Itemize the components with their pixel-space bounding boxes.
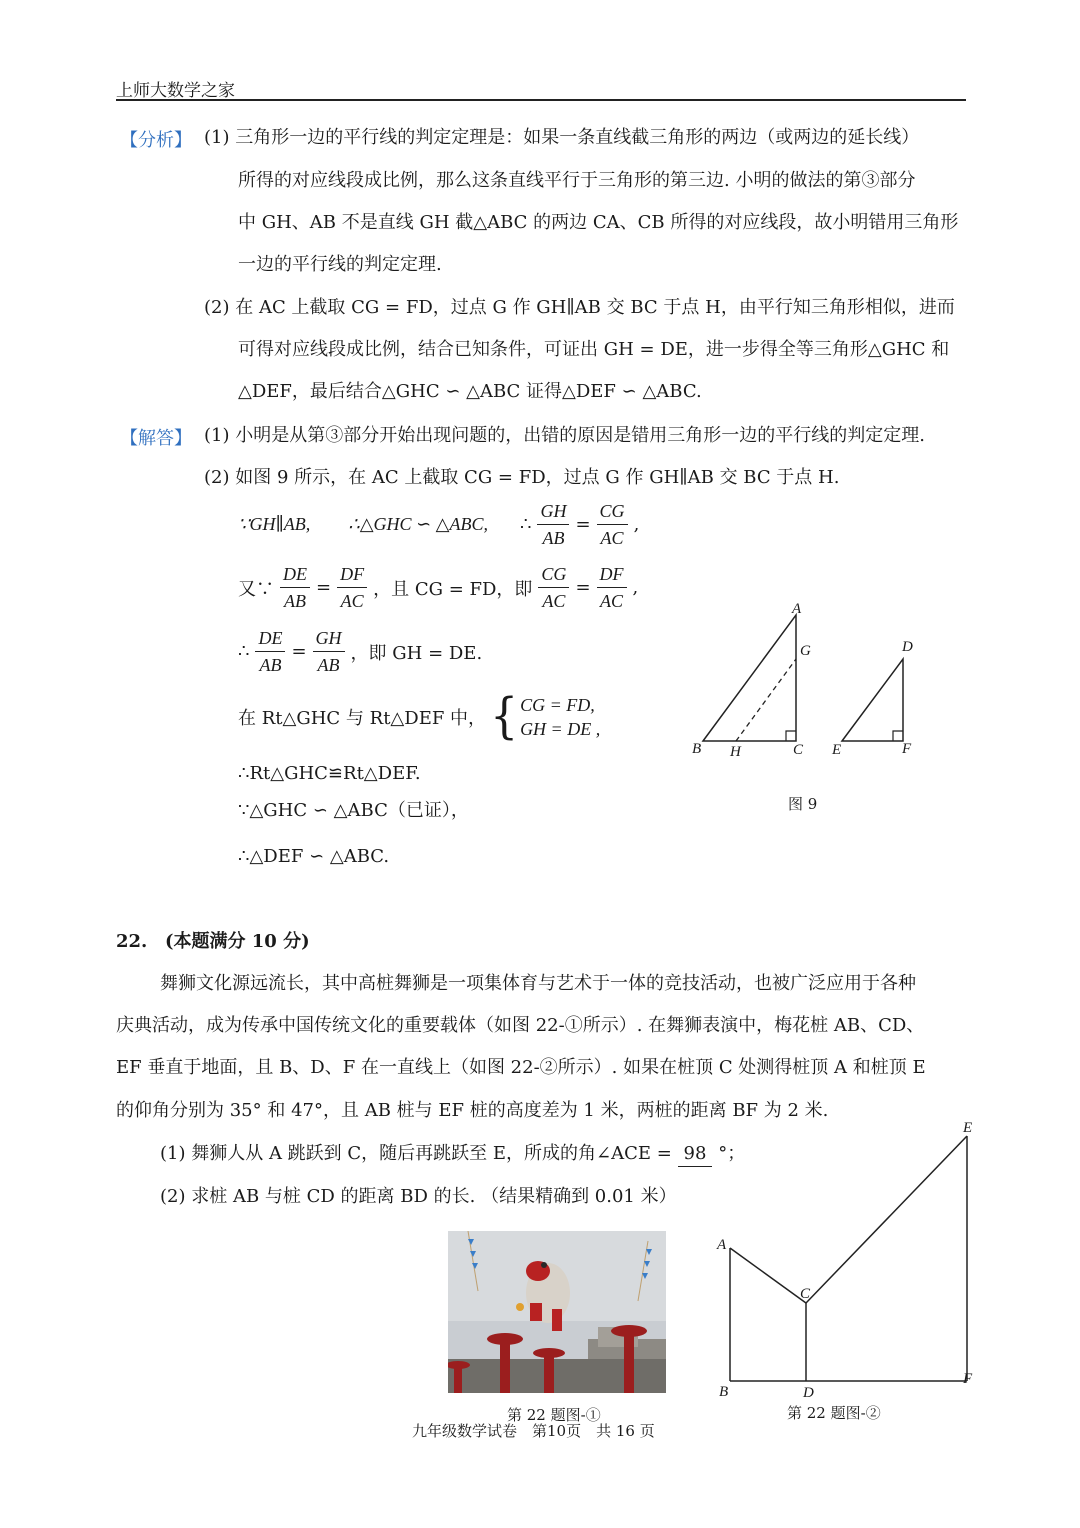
part1-text: (1) 舞狮人从 A 跳跃到 C，随后再跳跃至 E，所成的角∠ACE = — [160, 1143, 672, 1164]
system-eq2: GH = DE , — [520, 719, 601, 739]
label-e: E — [963, 1120, 973, 1136]
question-22-number: 22. — [116, 931, 148, 952]
analysis-tag: 【分析】 — [120, 130, 192, 151]
fraction-df-ac: $\frac{DF}{AC}$ — [337, 563, 367, 612]
segment-ac — [730, 1248, 806, 1303]
question-22-score: (本题满分 10 分) — [165, 931, 310, 952]
label-f: F — [902, 741, 912, 757]
header-rule — [116, 99, 966, 101]
triangle-abc — [703, 615, 796, 741]
label-e: E — [832, 742, 842, 758]
solution-tag: 【解答】 — [120, 428, 192, 449]
equals-sign: = — [575, 514, 591, 535]
label-d: D — [902, 639, 913, 655]
question-22-body-line2: 庆典活动，成为传承中国传统文化的重要载体（如图 22-①所示）. 在舞狮表演中，梅花桩 AB、CD、 — [116, 1015, 925, 1036]
part1-answer-blank: 98 — [678, 1142, 713, 1167]
solution-p1: (1) 小明是从第③部分开始出现问题的，出错的原因是错用三角形一边的平行线的判定定理. — [204, 425, 925, 446]
comma: , — [632, 577, 639, 598]
figure-9-diagram — [680, 595, 940, 765]
line1-part-b: ∴△GHC ∽ △ABC, — [348, 514, 488, 534]
solution-math-line1 — [238, 500, 639, 549]
solution-line6: ∵△GHC ∽ △ABC（已证）， — [238, 800, 469, 821]
line2-middle: ，且 CG = FD，即 — [373, 578, 533, 600]
label-c: C — [793, 742, 804, 758]
equals-sign: = — [316, 577, 332, 598]
solution-line5: ∴Rt△GHC≌Rt△DEF. — [238, 763, 421, 784]
triangle-def — [842, 659, 903, 741]
question-22-part1 — [160, 1142, 745, 1167]
line2-prefix: 又∵ — [238, 578, 274, 600]
equation-system — [490, 688, 601, 745]
line1-part-a: ∵GH∥AB, — [238, 514, 311, 534]
label-h: H — [730, 744, 741, 760]
left-brace: { — [490, 688, 519, 745]
dashed-segment-gh — [736, 659, 796, 741]
line3-prefix: ∴ — [238, 641, 250, 662]
label-b: B — [719, 1384, 729, 1400]
analysis-p1-line1: (1) 三角形一边的平行线的判定定理是：如果一条直线截三角形的两边（或两边的延长线） — [204, 127, 920, 148]
fraction-cg-ac-2: $\frac{CG}{AC}$ — [538, 563, 569, 612]
label-g: G — [800, 643, 811, 659]
right-angle-f — [893, 731, 903, 741]
fraction-df-ac-2: $\frac{DF}{AC}$ — [597, 563, 627, 612]
analysis-p2-line2: 可得对应线段成比例，结合已知条件，可证出 GH = DE，进一步得全等三角形△GHC 和 — [238, 339, 950, 360]
solution-math-line2 — [238, 563, 638, 612]
line4-prefix: 在 Rt△GHC 与 Rt△DEF 中， — [238, 708, 487, 729]
fraction-de-ab-2: $\frac{DE}{AB}$ — [255, 627, 285, 676]
label-c: C — [800, 1286, 811, 1302]
part1-degree: °； — [718, 1143, 746, 1164]
label-b: B — [692, 741, 702, 757]
fraction-gh-ab: $\frac{GH}{AB}$ — [537, 500, 569, 549]
page-header-title: 上师大数学之家 — [116, 81, 235, 101]
analysis-p2-line3: △DEF，最后结合△GHC ∽ △ABC 证得△DEF ∽ △ABC. — [238, 381, 702, 402]
solution-line7: ∴△DEF ∽ △ABC. — [238, 846, 390, 867]
page-footer: 九年级数学试卷 第10页 共 16 页 — [412, 1422, 655, 1440]
right-angle-c — [786, 731, 796, 741]
question-22-body-line4: 的仰角分别为 35° 和 47°，且 AB 桩与 EF 桩的高度差为 1 米，两桩的距离 BF 为 2 米. — [116, 1100, 829, 1121]
fraction-de-ab: $\frac{DE}{AB}$ — [280, 563, 310, 612]
line3-end: ，即 GH = DE. — [350, 642, 483, 664]
analysis-p1-line4: 一边的平行线的判定定理. — [238, 254, 442, 275]
fraction-gh-ab-2: $\frac{GH}{AB}$ — [313, 627, 345, 676]
analysis-p1-line3: 中 GH、AB 不是直线 GH 截△ABC 的两边 CA、CB 所得的对应线段，故小明错用三角形 — [238, 212, 959, 233]
analysis-p2-line1: (2) 在 AC 上截取 CG = FD，过点 G 作 GH∥AB 交 BC 于点 H，由平行知三角形相似，进而 — [204, 297, 955, 318]
segment-ce — [806, 1136, 967, 1303]
system-eq1: CG = FD, — [520, 695, 595, 715]
fraction-cg-ac: $\frac{CG}{AC}$ — [597, 500, 628, 549]
analysis-p1-line2: 所得的对应线段成比例，那么这条直线平行于三角形的第三边. 小明的做法的第③部分 — [238, 170, 916, 191]
figure-22-2-caption: 第 22 题图-② — [787, 1404, 881, 1422]
figure-9-caption: 图 9 — [788, 795, 818, 813]
line1-therefore: ∴ — [520, 514, 532, 535]
comma: , — [633, 514, 640, 535]
figure-22-1-caption: 第 22 题图-① — [507, 1406, 601, 1424]
question-22-part2: (2) 求桩 AB 与桩 CD 的距离 BD 的长. （结果精确到 0.01 米） — [160, 1186, 677, 1207]
solution-math-line4 — [238, 688, 601, 745]
solution-p2: (2) 如图 9 所示，在 AC 上截取 CG = FD，过点 G 作 GH∥AB 交 BC 于点 H. — [204, 467, 840, 488]
question-22-body-line1: 舞狮文化源远流长，其中高桩舞狮是一项集体育与艺术于一体的竞技活动，也被广泛应用于各种 — [160, 973, 916, 994]
question-22-body-line3: EF 垂直于地面，且 B、D、F 在一直线上（如图 22-②所示）. 如果在桩顶 C 处测得桩顶 A 和桩顶 E — [116, 1057, 926, 1078]
label-a: A — [717, 1237, 727, 1253]
label-f: F — [963, 1371, 973, 1387]
solution-math-line3 — [238, 627, 482, 676]
figure-22-2-diagram — [712, 1118, 982, 1408]
equals-sign: = — [291, 641, 307, 662]
equals-sign: = — [575, 577, 591, 598]
label-a: A — [792, 601, 802, 617]
lion-dance-photo — [448, 1231, 666, 1393]
label-d: D — [803, 1385, 814, 1401]
